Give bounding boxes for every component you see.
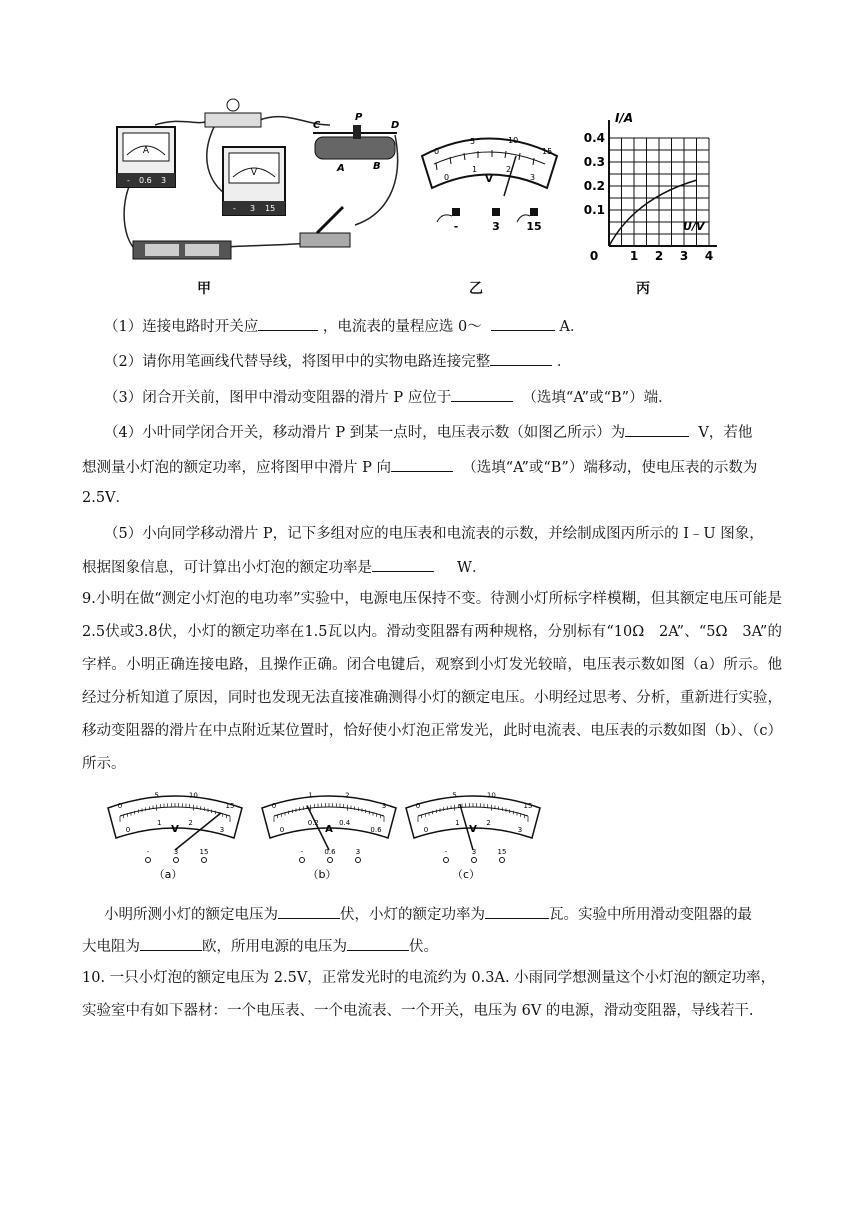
- meter-terminal: [202, 858, 207, 863]
- svg-text:B: B: [373, 161, 381, 172]
- meter-terminal: [300, 858, 305, 863]
- svg-text:3: 3: [492, 220, 500, 233]
- svg-text:-: -: [453, 220, 459, 233]
- meter-terminal: [500, 858, 505, 863]
- q8-part4-line2: 想测量小灯泡的额定功率，应将图甲中滑片 P 向 （选填“A”或“B”）端移动，使电压表的示数为: [82, 456, 757, 478]
- ammeter: [117, 127, 175, 187]
- svg-text:-: -: [233, 204, 236, 213]
- meter-bottom-label: 0: [125, 826, 131, 834]
- answer-blank[interactable]: [140, 935, 202, 951]
- svg-text:V: V: [485, 174, 493, 185]
- answer-blank[interactable]: [391, 456, 453, 472]
- meter-top-label: 2: [345, 791, 350, 800]
- svg-text:D: D: [391, 120, 400, 131]
- voltmeter: [223, 147, 285, 215]
- meter-top-label: 3: [381, 802, 387, 810]
- meter-bottom-label: 2: [188, 819, 193, 828]
- lamp: [205, 99, 261, 127]
- svg-text:0: 0: [444, 173, 450, 182]
- meter-terminal-label: -: [146, 848, 150, 856]
- svg-text:10: 10: [508, 136, 519, 145]
- answer-blank[interactable]: [491, 315, 555, 331]
- meter-top-label: 15: [523, 802, 533, 810]
- meter-top-label: 5: [452, 791, 457, 800]
- meter-caption: （b）: [307, 868, 337, 881]
- meter-0: [108, 792, 242, 881]
- switch: [300, 207, 350, 247]
- meter-top-label: 10: [188, 791, 198, 800]
- svg-text:0.4: 0.4: [583, 131, 605, 145]
- meter-bottom-label: 0.6: [370, 826, 382, 834]
- svg-text:2: 2: [654, 249, 664, 263]
- q8-part4-line3: 2.5V．: [82, 490, 131, 506]
- answer-blank[interactable]: [451, 386, 513, 402]
- meter-bottom-label: 0.4: [339, 819, 351, 828]
- meter-terminal: [328, 858, 333, 863]
- meter-terminal-label: 15: [497, 848, 507, 856]
- svg-text:15: 15: [265, 204, 276, 213]
- meter-top-label: 5: [154, 791, 159, 800]
- meter-top-label: 0: [271, 802, 277, 810]
- q9-text: 9.小明在做“测定小灯泡的电功率”实验中，电源电压保持不变。待测小灯所标字样模糊，但其额定电压可能是2.5伏或3.8伏，小灯的额定功率在1.5瓦以内。滑动变阻器有两种规格，分别标有“10Ω 2A”、“5Ω 3A”的字样。小明正确连接电路，且操作正确。闭合电键后，观察到小灯发光较暗，电压表示数如图（a）所示。他经过分析知道了原因，同时也发现无法直接准确测得小灯的额定电压。小明经过思考、分析，重新进行实验，移动变阻器的滑片在中点附近某位置时，恰好使小灯泡正常发光，此时电流表、电压表的示数如图（b）、（c）所示。: [82, 591, 782, 772]
- svg-text:1: 1: [629, 249, 639, 263]
- meter-bottom-label: 3: [517, 826, 523, 834]
- q9-answer-line2: 大电阻为 欧，所用电源的电压为 伏。: [82, 935, 438, 957]
- q10-line1: 10. 一只小灯泡的额定电压为 2.5V，正常发光时的电流约为 0.3A. 小雨同学想测量这个小灯泡的额定功率，: [82, 970, 776, 986]
- meter-caption: （a）: [153, 868, 183, 881]
- meter-terminal-label: 3: [173, 848, 179, 856]
- q8-part3: （3）闭合开关前，图甲中滑动变阻器的滑片 P 应位于 （选填“A”或“B”）端．: [104, 386, 673, 408]
- meter-unit: A: [325, 824, 333, 835]
- svg-text:0.6: 0.6: [139, 176, 152, 185]
- svg-text:2: 2: [506, 165, 512, 174]
- battery: [133, 241, 231, 259]
- figure-label-yi: 乙: [469, 281, 483, 297]
- q10-line2: 实验室中有如下器材：一个电压表、一个电流表、一个开关，电压为 6V 的电源，滑动变阻器，导线若干.: [82, 1003, 754, 1019]
- meter-terminal-label: 3: [471, 848, 477, 856]
- svg-text:P: P: [355, 112, 363, 123]
- answer-blank[interactable]: [625, 421, 689, 437]
- q8-part5-line1: （5）小向同学移动滑片 P，记下多组对应的电压表和电流表的示数，并绘制成图丙所示的 I﹣U 图象，: [104, 526, 764, 542]
- meter-bottom-label: 2: [486, 819, 491, 828]
- meter-top-label: 10: [486, 791, 496, 800]
- answer-blank[interactable]: [485, 903, 549, 919]
- meter-top-label: 0: [117, 802, 123, 810]
- q8-part5-line2: 根据图象信息，可计算出小灯泡的额定功率是 W．: [82, 556, 486, 578]
- meter-terminal-label: 15: [199, 848, 209, 856]
- svg-text:5: 5: [470, 137, 476, 146]
- meter-unit: V: [469, 824, 477, 835]
- meter-terminal: [444, 858, 449, 863]
- meter-unit: V: [171, 824, 179, 835]
- meter-bottom-label: 3: [219, 826, 225, 834]
- q8-part2: （2）请你用笔画线代替导线，将图甲中的实物电路连接完整 ．: [104, 350, 571, 372]
- svg-text:V: V: [250, 168, 258, 178]
- meter-top-label: 0: [415, 802, 421, 810]
- svg-text:-: -: [127, 176, 130, 185]
- svg-text:0: 0: [589, 249, 599, 263]
- answer-blank[interactable]: [490, 350, 552, 366]
- figure-yi-voltmeter: [412, 126, 567, 236]
- svg-text:0.1: 0.1: [583, 203, 605, 217]
- svg-text:15: 15: [526, 220, 542, 233]
- rheostat: [313, 112, 399, 174]
- q8-part4-line1: （4）小叶同学闭合开关，移动滑片 P 到某一点时，电压表示数（如图乙所示）为 V，若他: [104, 421, 752, 443]
- answer-blank[interactable]: [347, 935, 409, 951]
- svg-text:3: 3: [161, 176, 167, 185]
- answer-blank[interactable]: [372, 556, 434, 572]
- meter-terminal: [356, 858, 361, 863]
- svg-text:0: 0: [434, 147, 440, 156]
- answer-blank[interactable]: [278, 903, 340, 919]
- svg-text:A: A: [142, 146, 150, 156]
- meter-top-label: 1: [308, 791, 313, 800]
- svg-text:3: 3: [530, 173, 536, 182]
- q9-meters: [100, 790, 560, 890]
- svg-text:15: 15: [542, 147, 553, 156]
- meter-bottom-label: 0: [279, 826, 285, 834]
- svg-text:4: 4: [704, 249, 714, 263]
- svg-text:C: C: [313, 120, 321, 131]
- svg-text:1: 1: [472, 165, 478, 174]
- meter-terminal: [472, 858, 477, 863]
- svg-text:I/A: I/A: [615, 111, 634, 125]
- meter-1: [262, 792, 396, 881]
- meter-terminal: [146, 858, 151, 863]
- meter-bottom-label: 0: [423, 826, 429, 834]
- meter-bottom-label: 0.2: [307, 819, 319, 828]
- svg-text:0.3: 0.3: [583, 155, 605, 169]
- meter-terminal-label: 0.6: [324, 848, 336, 856]
- svg-text:0.2: 0.2: [583, 179, 605, 193]
- svg-text:A: A: [337, 163, 345, 174]
- svg-text:3: 3: [250, 204, 256, 213]
- meter-2: [406, 792, 540, 881]
- svg-text:U/V: U/V: [683, 220, 705, 233]
- figure-label-bing: 丙: [636, 281, 650, 297]
- meter-terminal: [174, 858, 179, 863]
- meter-terminal-label: -: [300, 848, 304, 856]
- q8-part1: （1）连接电路时开关应 ，电流表的量程应选 0～ A．: [104, 315, 585, 337]
- svg-text:3: 3: [679, 249, 689, 263]
- figure-jia-circuit: [105, 95, 415, 270]
- meter-terminal-label: 3: [355, 848, 361, 856]
- answer-blank[interactable]: [258, 315, 318, 331]
- q9-answer-line1: 小明所测小灯的额定电压为 伏，小灯的额定功率为 瓦。实验中所用滑动变阻器的最: [104, 903, 752, 925]
- meter-bottom-label: 1: [455, 819, 460, 828]
- figure-bing-iu-graph: [575, 98, 725, 263]
- meter-bottom-label: 1: [157, 819, 162, 828]
- meter-top-label: 15: [225, 802, 235, 810]
- figure-label-jia: 甲: [197, 281, 211, 297]
- meter-terminal-label: -: [444, 848, 448, 856]
- meter-caption: （c）: [451, 868, 481, 881]
